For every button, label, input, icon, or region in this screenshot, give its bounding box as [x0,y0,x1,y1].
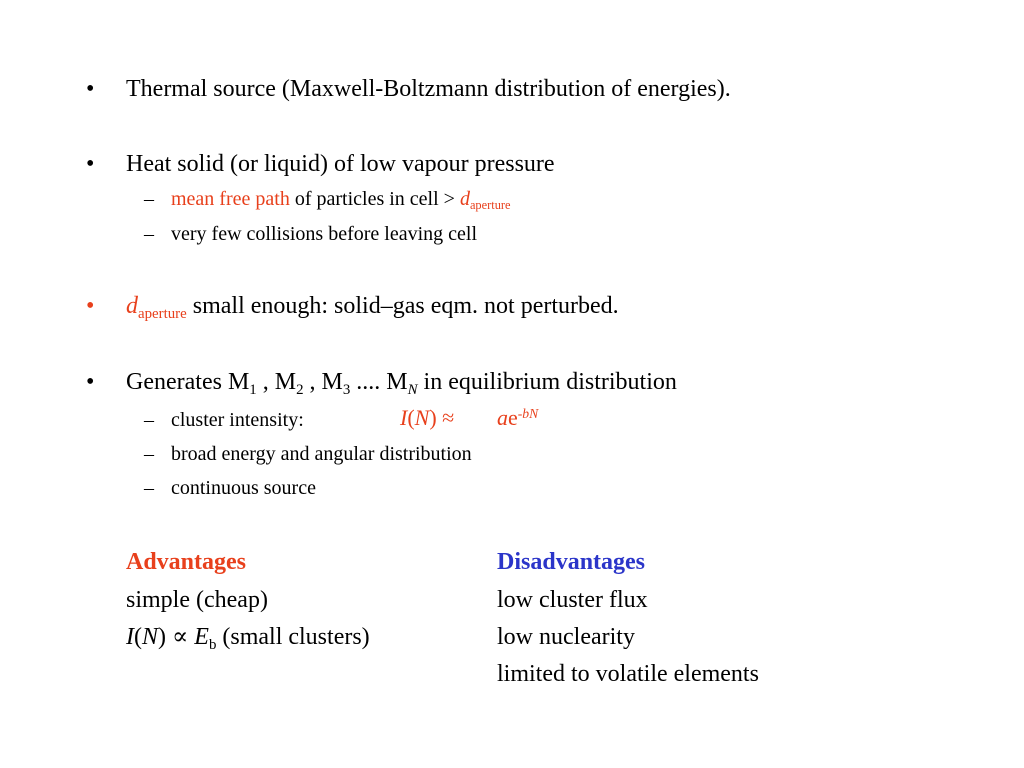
formula-n: N [414,405,430,430]
bullet-marker: • [86,369,95,395]
generates-text: Generates M [126,369,250,395]
formula-paren: ) [158,624,167,650]
proportional-symbol: ∝ [166,624,195,650]
exponential-formula [497,405,538,431]
equilibrium-text: in equilibrium distribution [417,369,677,395]
small-enough-text: small enough: solid–gas eqm. not perturbed. [186,293,619,319]
mean-free-path-text: of particles in cell > [289,188,460,210]
sub-item-broad-energy: broad energy and angular distribution [171,443,472,465]
formula-n: N [142,624,159,650]
subscript-n: N [407,382,418,399]
disadvantage-item: low nuclearity [497,624,635,650]
bullet-heat-solid: Heat solid (or liquid) of low vapour pressure [126,151,555,177]
sub-item-continuous-source: continuous source [171,477,316,499]
disadvantage-item: limited to volatile elements [497,661,759,687]
dash-marker: – [144,477,154,499]
sub-item-cluster-intensity-label: cluster intensity: [171,409,304,431]
dash-marker: – [144,443,154,465]
d-variable: d [459,188,470,210]
cluster-intensity-formula [400,405,454,431]
formula-e: E [194,624,209,650]
sub-item-mean-free-path [171,187,511,211]
advantages-heading: Advantages [126,549,247,575]
formula-i: I [400,405,408,430]
bullet-marker: • [86,76,95,102]
formula-paren: ) [429,405,437,430]
approx-symbol: ≈ [436,405,455,430]
formula-paren: ( [407,405,415,430]
bullet-generates [126,368,677,399]
advantage-simple: simple (cheap) [126,587,268,613]
m-text: .... M [350,369,408,395]
sub-item-few-collisions: very few collisions before leaving cell [171,223,477,245]
formula-paren: ( [134,624,142,650]
formula-e: e [508,405,518,430]
small-clusters-text: (small clusters) [216,624,370,650]
disadvantage-item: low cluster flux [497,587,648,613]
dash-marker: – [144,188,154,210]
formula-i: I [126,624,134,650]
m-text: , M [256,369,297,395]
disadvantages-heading: Disadvantages [497,549,646,575]
bullet-marker: • [86,151,95,177]
aperture-subscript: aperture [138,306,187,323]
bullet-marker-red: • [86,293,95,319]
subscript-1: 1 [249,382,257,399]
dash-marker: – [144,223,154,245]
dash-marker: – [144,409,154,431]
highlight-mean-free-path: mean free path [171,188,290,210]
formula-subscript-b: b [208,637,217,654]
bullet-thermal-source: Thermal source (Maxwell-Boltzmann distribution of energies). [126,76,731,102]
advantage-intensity-proportional [126,623,370,654]
subscript-2: 2 [296,382,304,399]
formula-exponent: -bN [517,405,539,421]
subscript-3: 3 [342,382,351,399]
formula-a: a [497,405,508,430]
aperture-subscript: aperture [469,198,511,213]
bullet-d-aperture [126,292,619,323]
d-variable: d [126,293,138,319]
m-text: , M [303,369,343,395]
